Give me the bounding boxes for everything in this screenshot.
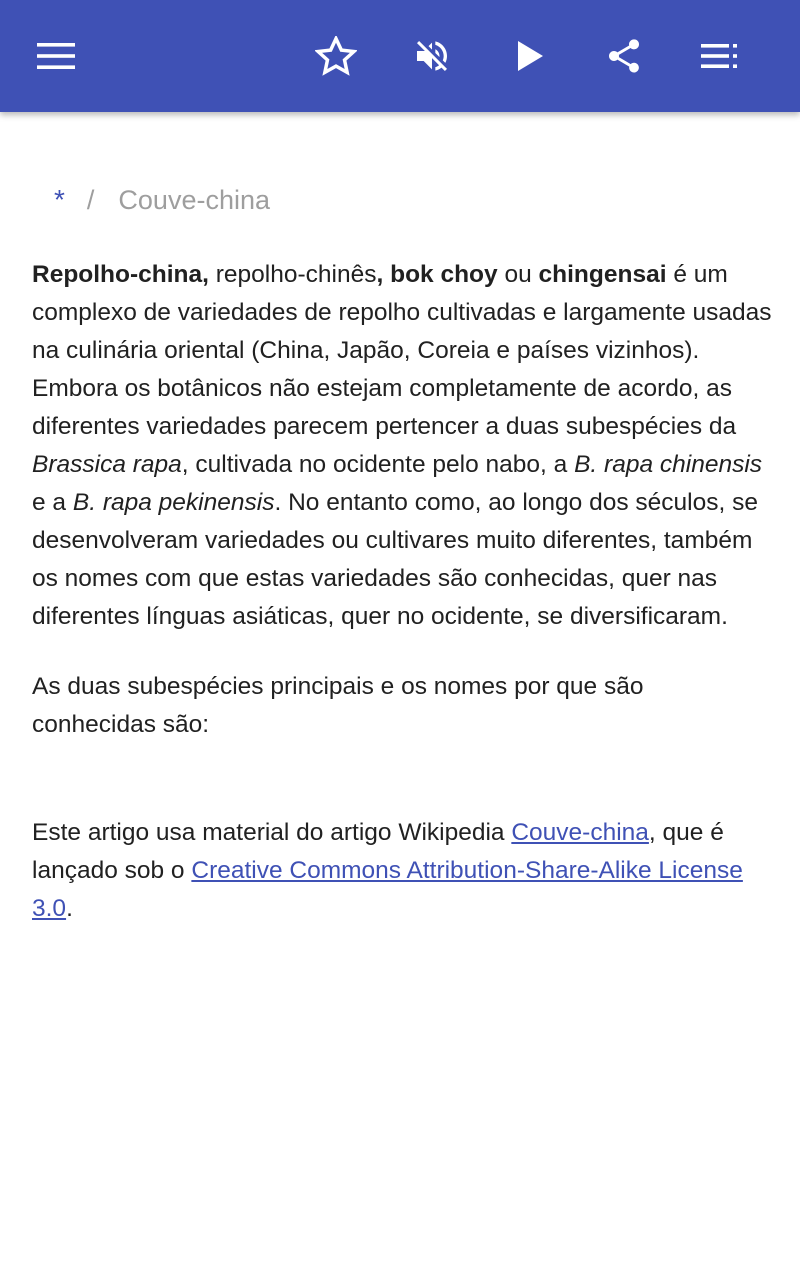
playlist-icon (701, 44, 739, 68)
app-bar (0, 0, 800, 112)
menu-button[interactable] (28, 28, 84, 84)
text-span: ou (497, 261, 539, 288)
play-button[interactable] (502, 28, 558, 84)
text-span: Este artigo usa material do artigo Wikipedia (32, 819, 512, 846)
wikipedia-article-link[interactable]: Couve-china (511, 819, 649, 846)
breadcrumb-separator: / (86, 184, 95, 215)
breadcrumb-current: Couve-china (118, 184, 271, 215)
bookmark-button[interactable] (308, 28, 364, 84)
text-span: e a (32, 489, 73, 516)
text-span: repolho-chinês (208, 261, 377, 288)
breadcrumb (54, 182, 270, 218)
term-chingensai: chingensai (538, 261, 667, 288)
share-icon (604, 35, 644, 77)
breadcrumb-home[interactable]: * (54, 184, 65, 215)
article-body (32, 256, 772, 928)
text-span: . (66, 895, 73, 922)
term-repolho-china: Repolho-china, (32, 261, 209, 288)
text-span: , cultivada no ocidente pelo nabo, a (181, 451, 575, 478)
term-brassica-rapa: Brassica rapa (32, 451, 182, 478)
text-span: , que é lançado sob o (32, 819, 724, 884)
menu-icon (37, 42, 75, 70)
playlist-button[interactable] (692, 28, 748, 84)
text-span: . No entanto como, ao longo dos séculos, se desenvolveram variedades ou cultivares muito diferentes, também os nomes com que estas variedades são conhecidas, quer nas diferentes línguas asiáticas, quer no ocidente, se diversificaram. (32, 489, 758, 630)
license-link[interactable]: Creative Commons Attribution-Share-Alike License 3.0 (32, 857, 743, 922)
share-button[interactable] (596, 28, 652, 84)
star-outline-icon (315, 36, 357, 76)
article-paragraph-1 (32, 256, 772, 636)
article-paragraph-2: As duas subespécies principais e os nomes por que são conhecidas são: (32, 673, 644, 738)
term-b-rapa-pekinensis: B. rapa pekinensis (72, 489, 275, 516)
play-icon (516, 40, 544, 72)
license-paragraph (32, 814, 772, 928)
term-b-rapa-chinensis: B. rapa chinensis (574, 451, 763, 478)
volume-off-icon (412, 36, 452, 76)
term-bok-choy: , bok choy (376, 261, 498, 288)
mute-button[interactable] (404, 28, 460, 84)
text-span: é um complexo de variedades de repolho cultivadas e largamente usadas na culinária oriental (China, Japão, Coreia e países vizinhos). Embora os botânicos não estejam completamente de acordo, as diferentes variedades parecem pertencer a duas subespécies da (32, 261, 772, 440)
